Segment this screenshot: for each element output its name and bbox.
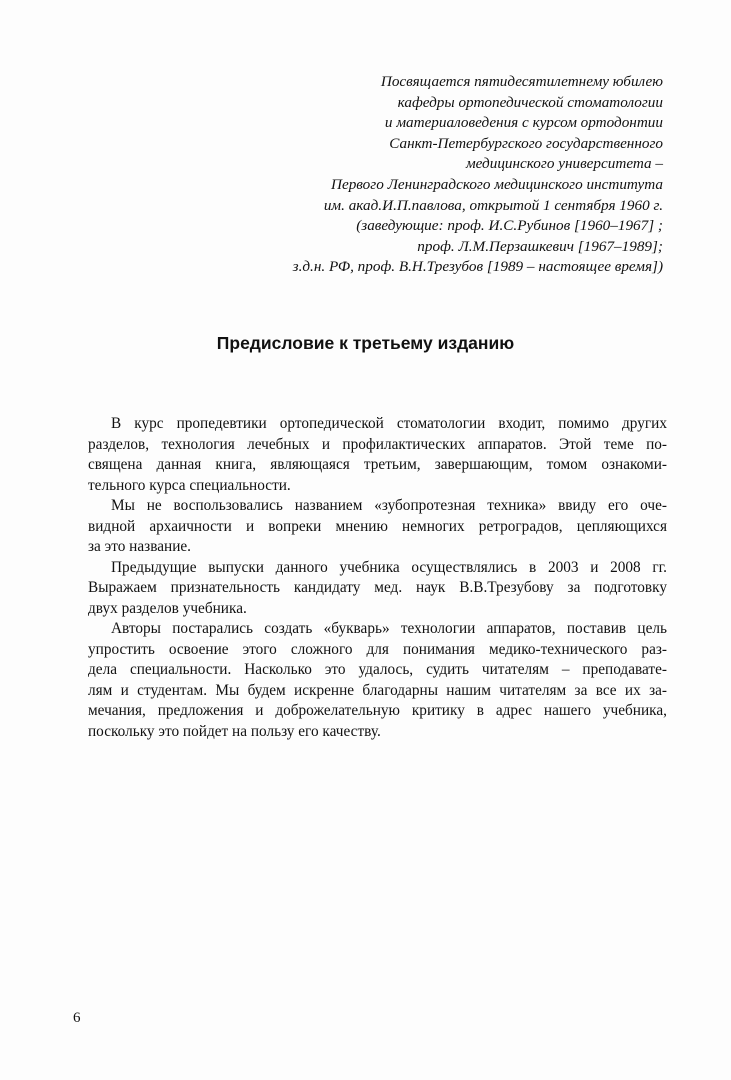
dedication-line: Санкт-Петербургского государственного	[389, 134, 663, 152]
dedication-line: з.д.н. РФ, проф. В.Н.Трезубов [1989 – настоящее время])	[292, 258, 663, 276]
dedication-line: и материаловедения с курсом ортодонтии	[384, 114, 663, 132]
dedication-line: медицинского университета –	[465, 155, 663, 173]
body-line: Предыдущие выпуски данного учебника осуществлялись в 2003 и 2008 гг.	[111, 558, 667, 576]
body-line: упростить освоение этого сложного для понимания медико-технического раз-	[88, 640, 667, 658]
body-line: священа данная книга, являющаяся третьим, завершающим, томом ознакоми-	[88, 456, 667, 473]
body-line: Мы не воспользовались названием «зубопротезная техника» ввиду его оче-	[111, 497, 667, 514]
section-heading: Предисловие к третьему изданию	[216, 333, 515, 353]
body-line: В курс пропедевтики ортопедической стоматологии входит, помимо других	[111, 415, 667, 432]
body-line: лям и студентам. Мы будем искренне благодарны нашим читателям за все их за-	[88, 681, 667, 699]
dedication-line: (заведующие: проф. И.С.Рубинов [1960–1967] ;	[356, 217, 663, 235]
dedication-line: кафедры ортопедической стоматологии	[397, 93, 663, 111]
body-line: Выражаем признательность кандидату мед. наук В.В.Трезубову за подготовку	[88, 579, 667, 596]
body-line: мечания, предложения и доброжелательную критику в адрес нашего учебника,	[88, 702, 667, 719]
dedication-line: проф. Л.М.Перзашкевич [1967–1989];	[417, 237, 663, 255]
page-number: 6	[73, 1010, 81, 1026]
body-line: разделов, технология лечебных и профилактических аппаратов. Этой теме по-	[88, 435, 667, 453]
preface-body	[88, 414, 667, 742]
body-line: Авторы постарались создать «букварь» технологии аппаратов, поставив цель	[111, 620, 667, 637]
body-line: двух разделов учебника.	[88, 599, 247, 617]
body-line: дела специальности. Насколько это удалось, судить читателям – преподавате-	[88, 661, 667, 678]
body-line: за это название.	[88, 538, 191, 555]
dedication-line: Первого Ленинградского медицинского института	[330, 175, 663, 193]
dedication-line: им. акад.И.П.павлова, открытой 1 сентября 1960 г.	[323, 196, 663, 214]
body-line: поскольку это пойдет на пользу его качеству.	[88, 722, 381, 740]
body-line: тельного курса специальности.	[88, 476, 291, 494]
body-line: видной архаичности и вопреки мнению немногих ретроградов, цепляющихся	[88, 517, 667, 535]
dedication	[143, 72, 663, 278]
dedication-line: Посвящается пятидесятилетнему юбилею	[380, 73, 663, 90]
